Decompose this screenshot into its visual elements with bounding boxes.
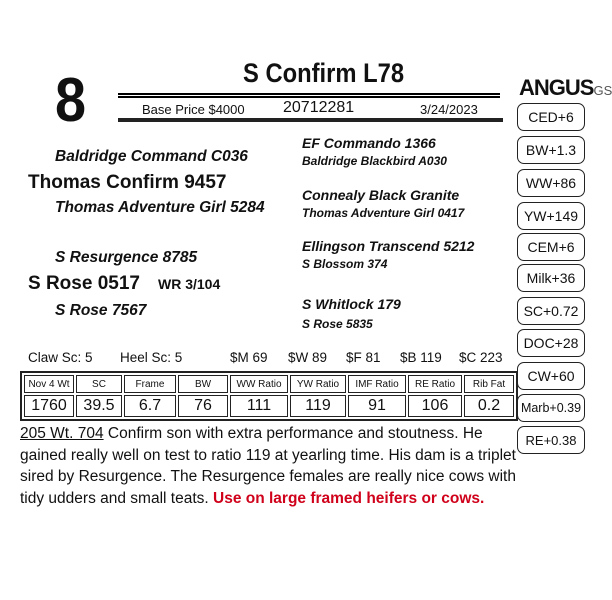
col-header: IMF Ratio xyxy=(348,375,406,393)
description xyxy=(20,423,520,509)
sire-dam: Thomas Adventure Girl 5284 xyxy=(55,199,265,216)
table-row xyxy=(24,395,514,417)
performance-table xyxy=(20,371,518,421)
index-b: $B 119 xyxy=(400,350,442,365)
epd-sc: SC+0.72 xyxy=(517,297,585,325)
table-cell: 91 xyxy=(348,395,406,417)
table-cell: 1760 xyxy=(24,395,74,417)
weaning-weight: 205 Wt. 704 xyxy=(20,425,104,442)
table-header-row xyxy=(24,375,514,393)
col-header: YW Ratio xyxy=(290,375,346,393)
sire: Thomas Confirm 9457 xyxy=(28,172,227,193)
table-cell: 76 xyxy=(178,395,228,417)
table-cell: 119 xyxy=(290,395,346,417)
col-header: WW Ratio xyxy=(230,375,288,393)
index-f: $F 81 xyxy=(346,350,381,365)
base-price: Base Price $4000 xyxy=(142,102,245,117)
claw-score: Claw Sc: 5 xyxy=(28,350,93,365)
dam-dam: S Rose 7567 xyxy=(55,302,147,319)
birth-date: 3/24/2023 xyxy=(420,102,478,117)
sub-divider xyxy=(118,118,503,122)
g3-sire: Ellingson Transcend 5212 xyxy=(302,238,475,254)
col-header: RE Ratio xyxy=(408,375,462,393)
col-header: Nov 4 Wt xyxy=(24,375,74,393)
g1-dam: Baldridge Blackbird A030 xyxy=(302,154,447,168)
epd-bw: BW+1.3 xyxy=(517,136,585,164)
table-cell: 39.5 xyxy=(76,395,122,417)
table-cell: 106 xyxy=(408,395,462,417)
logo-sub: GS xyxy=(593,83,612,98)
epd-cw: CW+60 xyxy=(517,362,585,390)
title-divider xyxy=(118,93,500,98)
dam: S Rose 0517 xyxy=(28,273,140,294)
epd-yw: YW+149 xyxy=(517,202,585,230)
epd-milk: Milk+36 xyxy=(517,264,585,292)
heel-score: Heel Sc: 5 xyxy=(120,350,183,365)
animal-name: S Confirm L78 xyxy=(243,58,405,88)
epd-marb: Marb+0.39 xyxy=(517,394,585,422)
usage-note: Use on large framed heifers or cows. xyxy=(213,489,485,507)
lot-number: 8 xyxy=(55,66,87,135)
sire-sire: Baldridge Command C036 xyxy=(55,148,248,165)
logo-main: ANGUS xyxy=(519,75,594,100)
g4-sire: S Whitlock 179 xyxy=(302,296,401,312)
dam-wr: WR 3/104 xyxy=(158,276,221,292)
epd-doc: DOC+28 xyxy=(517,329,585,357)
epd-ww: WW+86 xyxy=(517,169,585,197)
description-text: Confirm son with extra performance and stoutness. He gained really well on test to ratio 119 at yearling time. His dam is a triplet sired by Resurgence. The Resurgence females are really nice cows with tidy udders and small teats. xyxy=(20,425,516,507)
index-m: $M 69 xyxy=(230,350,268,365)
dam-sire: S Resurgence 8785 xyxy=(55,249,198,266)
table-cell: 6.7 xyxy=(124,395,176,417)
index-w: $W 89 xyxy=(288,350,328,365)
epd-ced: CED+6 xyxy=(517,103,585,131)
epd-cem: CEM+6 xyxy=(517,233,585,261)
g2-dam: Thomas Adventure Girl 0417 xyxy=(302,206,465,220)
col-header: Rib Fat xyxy=(464,375,514,393)
col-header: BW xyxy=(178,375,228,393)
registration-number: 20712281 xyxy=(283,99,355,116)
angus-logo xyxy=(519,75,612,101)
col-header: Frame xyxy=(124,375,176,393)
g1-sire: EF Commando 1366 xyxy=(302,135,436,151)
g3-dam: S Blossom 374 xyxy=(302,257,388,271)
col-header: SC xyxy=(76,375,122,393)
table-cell: 0.2 xyxy=(464,395,514,417)
g4-dam: S Rose 5835 xyxy=(302,317,373,331)
g2-sire: Connealy Black Granite xyxy=(302,187,460,203)
index-c: $C 223 xyxy=(459,350,503,365)
table-cell: 111 xyxy=(230,395,288,417)
epd-re: RE+0.38 xyxy=(517,426,585,454)
